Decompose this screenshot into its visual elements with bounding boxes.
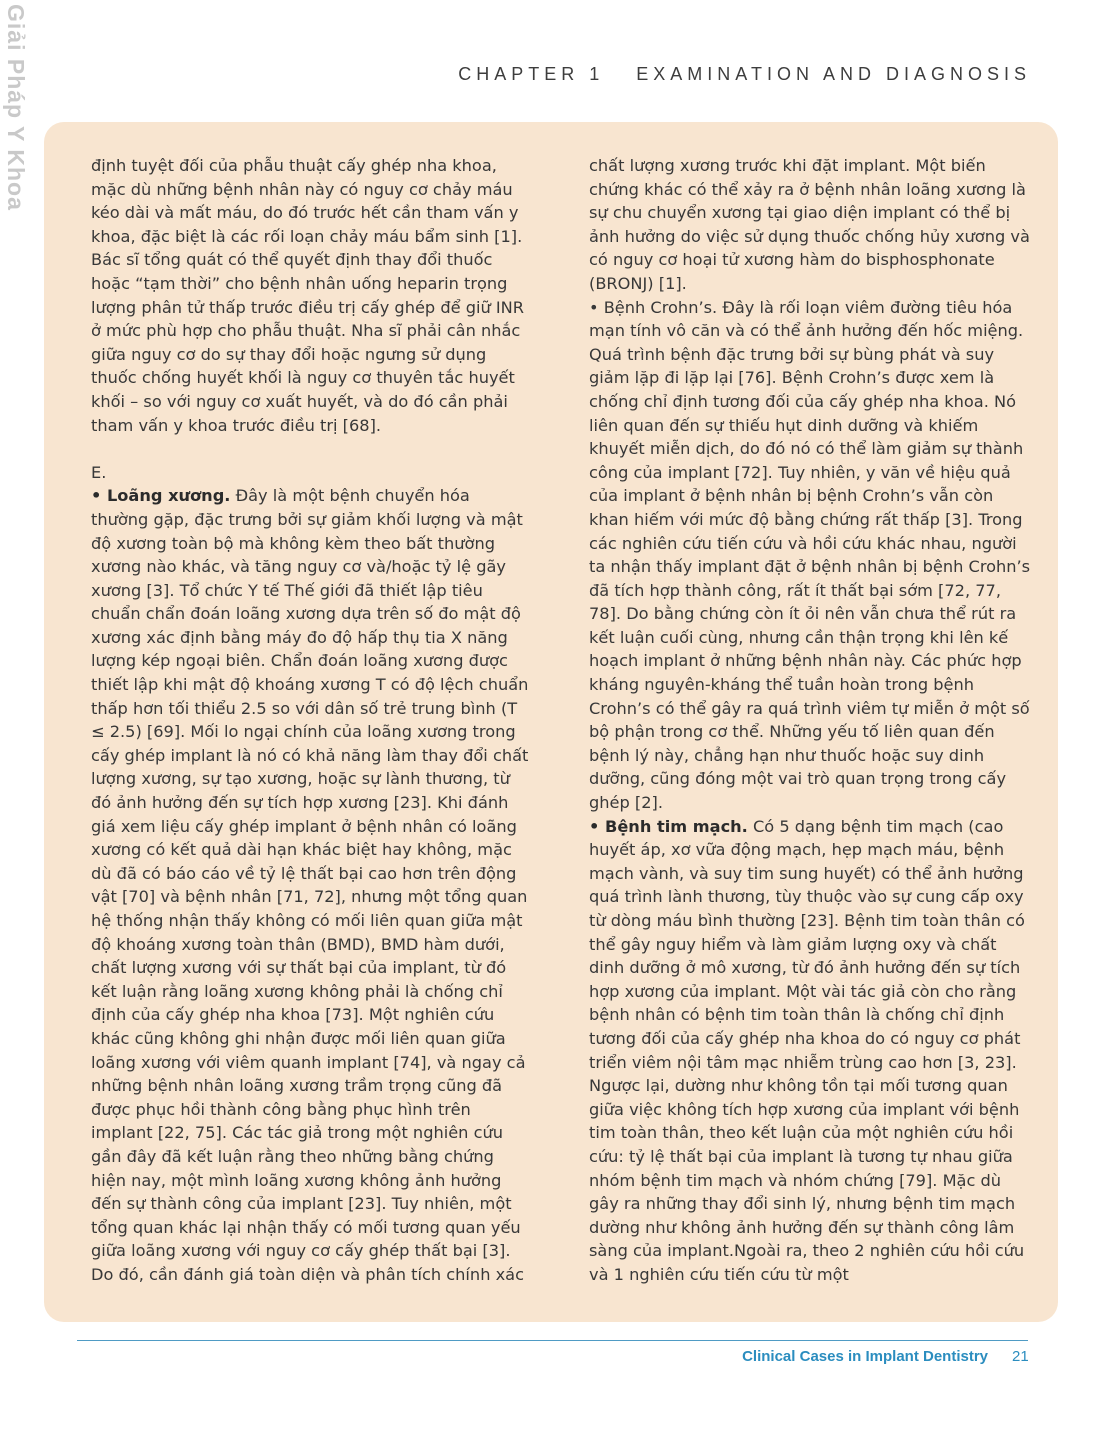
bullet-osteoporosis-title: • Loãng xương. [91, 486, 231, 506]
bullet-osteoporosis-text: Đây là một bệnh chuyển hóa thường gặp, đặc trưng bởi sự giảm khối lượng và mật độ xương toàn bộ mà không kèm theo bất thường xương nào khác, và tăng nguy cơ và/hoặc tỷ lệ gãy xương [3]. Tổ chức Y tế Thế giới đã thiết lập tiêu chuẩn chẩn đoán loãng xương dựa trên số đo mật độ xương xác định bằng máy đo độ hấp thụ tia X năng lượng kép ngoại biên. Chẩn đoán loãng xương được thiết lập khi mật độ khoáng xương T có độ lệch chuẩn thấp hơn tối thiểu 2.5 so với dân số trẻ trung bình (T ≤ 2.5) [69]. Mối lo ngại chính của loãng xương trong cấy ghép implant là nó có khả năng làm thay đổi chất lượng xương, sự tạo xương, hoặc sự lành thương, từ đó ảnh hưởng đến sự tích hợp xương [23]. Khi đánh giá xem liệu cấy ghép implant ở bệnh nhân có loãng xương có kết quả dài hạn khác biệt hay không, mặc dù đã có báo cáo về tỷ lệ thất bại cao hơn trên động vật [70] và bệnh nhân [71, 72], nhưng một tổng quan hệ thống nhận thấy không có mối liên quan giữa mật độ khoáng xương toàn thân (BMD), BMD hàm dưới, chất lượng xương với sự thất bại của implant, từ đó kết luận rằng loãng xương không phải là chống chỉ định của cấy ghép nha khoa [73]. Một nghiên cứu khác cũng không ghi nhận được mối liên quan giữa loãng xương với viêm quanh implant [74], và ngay cả những bệnh nhân loãng xương trầm trọng cũng đã được phục hồi thành công bằng phục hình trên implant [22, 75]. Các tác giả trong một nghiên cứu gần đây đã kết luận rằng theo những bằng chứng hiện nay, một mình loãng xương không ảnh hưởng đến sự thành công của implant [23]. Tuy nhiên, một tổng quan khác lại nhận thấy có mối tương quan yếu giữa loãng xương với nguy cơ cấy ghép thất bại [3]. Do đó, cần đánh giá toàn diện và phân tích chính xác [91, 486, 529, 1284]
left-column [91, 154, 531, 1287]
chapter-header [458, 64, 1031, 85]
bullet-osteoporosis [91, 484, 531, 1286]
chapter-title: EXAMINATION AND DIAGNOSIS [636, 64, 1031, 84]
section-letter: E. [91, 462, 107, 482]
bullet-cardiovascular [589, 815, 1034, 1287]
right-column [589, 154, 1034, 1287]
chapter-label: CHAPTER 1 [458, 64, 605, 84]
bullet-cardiovascular-text: Có 5 dạng bệnh tim mạch (cao huyết áp, xơ vữa động mạch, hẹp mạch máu, bệnh mạch vành, và suy tim sung huyết) có thể ảnh hưởng quá trình lành thương, tùy thuộc vào sự cung cấp oxy từ dòng máu bình thường [23]. Bệnh tim toàn thân có thể gây nguy hiểm và làm giảm lượng oxy và chất dinh dưỡng ở mô xương, từ đó ảnh hưởng đến sự tích hợp xương của implant. Một vài tác giả còn cho rằng bệnh nhân có bệnh tim toàn thân là chống chỉ định tương đối của cấy ghép nha khoa do có nguy cơ phát triển viêm nội tâm mạc nhiễm trùng cao hơn [3, 23]. Ngược lại, dường như không tồn tại mối tương quan giữa việc không tích hợp xương của implant với bệnh tim toàn thân, theo kết luận của một nghiên cứu hồi cứu: tỷ lệ thất bại của implant là tương tự nhau giữa nhóm bệnh tim mạch và nhóm chứng [79]. Mặc dù gây ra những thay đổi sinh lý, nhưng bệnh tim mạch dường như không ảnh hưởng đến sự thành công lâm sàng của implant.Ngoài ra, theo 2 nghiên cứu hồi cứu và 1 nghiên cứu tiến cứu từ một [589, 816, 1025, 1284]
bullet-cardiovascular-title: • Bệnh tim mạch. [589, 816, 748, 836]
bullet-crohns: • Bệnh Crohn’s. Đây là rối loạn viêm đường tiêu hóa mạn tính vô căn và có thể ảnh hưởng đến hốc miệng. Quá trình bệnh đặc trưng bởi sự bùng phát và suy giảm lặp đi lặp lại [76]. Bệnh Crohn’s được xem là chống chỉ định tương đối của cấy ghép nha khoa. Nó liên quan đến sự thiếu hụt dinh dưỡng và khiếm khuyết miễn dịch, do đó nó có thể làm giảm sự thành công của implant [72]. Tuy nhiên, y văn về hiệu quả của implant ở bệnh nhân bị bệnh Crohn’s vẫn còn khan hiếm với mức độ bằng chứng rất thấp [3]. Trong các nghiên cứu tiến cứu và hồi cứu khác nhau, người ta nhận thấy implant đặt ở bệnh nhân bị bệnh Crohn’s đã tích hợp thành công, rất ít thất bại sớm [72, 77, 78]. Do bằng chứng còn ít ỏi nên vẫn chưa thể rút ra kết luận cuối cùng, nhưng cần thận trọng khi lên kế hoạch implant ở những bệnh nhân này. Các phức hợp kháng nguyên-kháng thể tuần hoàn trong bệnh Crohn’s có thể gây ra quá trình viêm tự miễn ở một số bộ phận trong cơ thể. Những yếu tố liên quan đến bệnh lý này, chẳng hạn như thuốc hoặc suy dinh dưỡng, cũng đóng một vai trò quan trọng trong cấy ghép [2]. [589, 297, 1031, 813]
paragraph-anticoagulant: định tuyệt đối của phẫu thuật cấy ghép nha khoa, mặc dù những bệnh nhân này có nguy cơ chảy máu kéo dài và mất máu, do đó trước hết cần tham vấn y khoa, đặc biệt là các rối loạn chảy máu bẩm sinh [1]. Bác sĩ tổng quát có thể quyết định thay đổi thuốc hoặc “tạm thời” cho bệnh nhân uống heparin trọng lượng phân tử thấp trước điều trị cấy ghép để giữ INR ở mức phù hợp cho phẫu thuật. Nha sĩ phải cân nhắc giữa nguy cơ do sự thay đổi hoặc ngưng sử dụng thuốc chống huyết khối là nguy cơ thuyên tắc huyết khối – so với nguy cơ xuất huyết, và do đó cần phải tham vấn y khoa trước điều trị [68]. [91, 156, 525, 435]
watermark: Giải Pháp Y Khoa [3, 4, 29, 211]
content-panel [44, 122, 1058, 1322]
paragraph-bone-quality: chất lượng xương trước khi đặt implant. Một biến chứng khác có thể xảy ra ở bệnh nhân loãng xương là sự chu chuyển xương tại giao diện implant có thể bị ảnh hưởng do việc sử dụng thuốc chống hủy xương và có nguy cơ hoại tử xương hàm do bisphosphonate (BRONJ) [1]. [589, 156, 1030, 293]
page-number: 21 [1012, 1348, 1029, 1365]
footer-book-title: Clinical Cases in Implant Dentistry [742, 1348, 988, 1365]
footer-divider [77, 1340, 1028, 1341]
